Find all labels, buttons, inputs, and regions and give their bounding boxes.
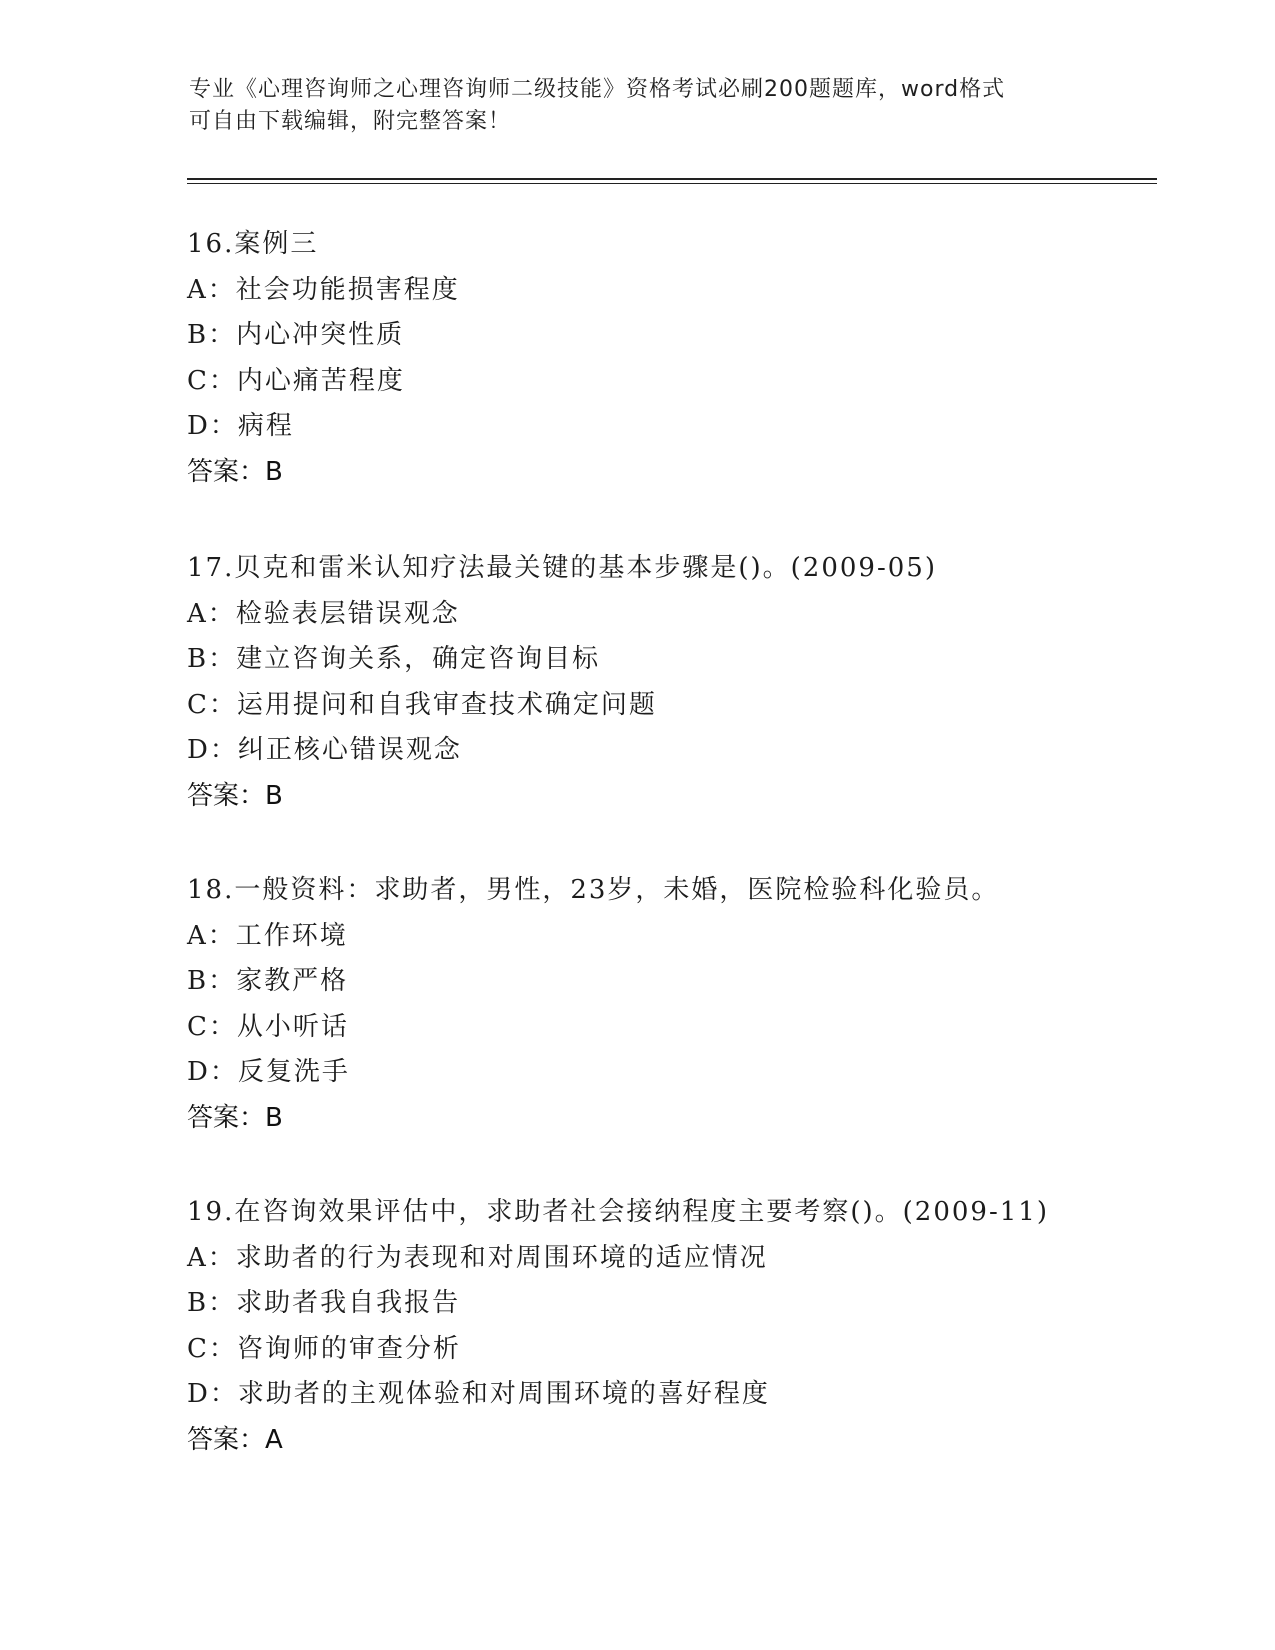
question-19 [187,1190,1187,1463]
answer-line: 答案：B [187,1102,283,1133]
answer-line: 答案：A [187,1424,283,1455]
question-18 [187,868,1187,1141]
option-c: C：内心痛苦程度 [187,365,405,396]
option-d: D：反复洗手 [187,1057,350,1087]
option-b: B：内心冲突性质 [187,320,405,350]
option-b: B：求助者我自我报告 [187,1288,461,1318]
option-c: C：咨询师的审查分析 [187,1333,461,1364]
question-stem: 18.一般资料：求助者，男性，23岁，未婚，医院检验科化验员。 [187,875,1000,905]
option-a: A：社会功能损害程度 [187,274,460,305]
question-stem: 16.案例三 [187,229,319,259]
option-c: C：从小听话 [187,1011,349,1042]
question-16 [187,222,1187,495]
answer-line: 答案：B [187,780,283,811]
option-a: A：求助者的行为表现和对周围环境的适应情况 [187,1242,768,1273]
option-a: A：检验表层错误观念 [187,598,460,629]
option-d: D：求助者的主观体验和对周围环境的喜好程度 [187,1379,770,1409]
option-b: B：家教严格 [187,966,349,996]
option-c: C：运用提问和自我审查技术确定问题 [187,689,657,720]
question-17 [187,546,1187,819]
question-stem: 17.贝克和雷米认知疗法最关键的基本步骤是()。(2009-05) [187,553,937,583]
option-b: B：建立咨询关系，确定咨询目标 [187,644,601,674]
document-header [189,74,1069,138]
option-a: A：工作环境 [187,920,348,951]
option-d: D：病程 [187,411,294,441]
answer-line: 答案：B [187,456,283,487]
option-d: D：纠正核心错误观念 [187,735,462,765]
question-stem: 19.在咨询效果评估中，求助者社会接纳程度主要考察()。(2009-11) [187,1197,1049,1227]
header-line-2: 可自由下载编辑，附完整答案！ [189,109,512,134]
header-divider [187,178,1157,184]
header-line-1: 专业《心理咨询师之心理咨询师二级技能》资格考试必刷200题题库，word格式 [189,77,1006,102]
